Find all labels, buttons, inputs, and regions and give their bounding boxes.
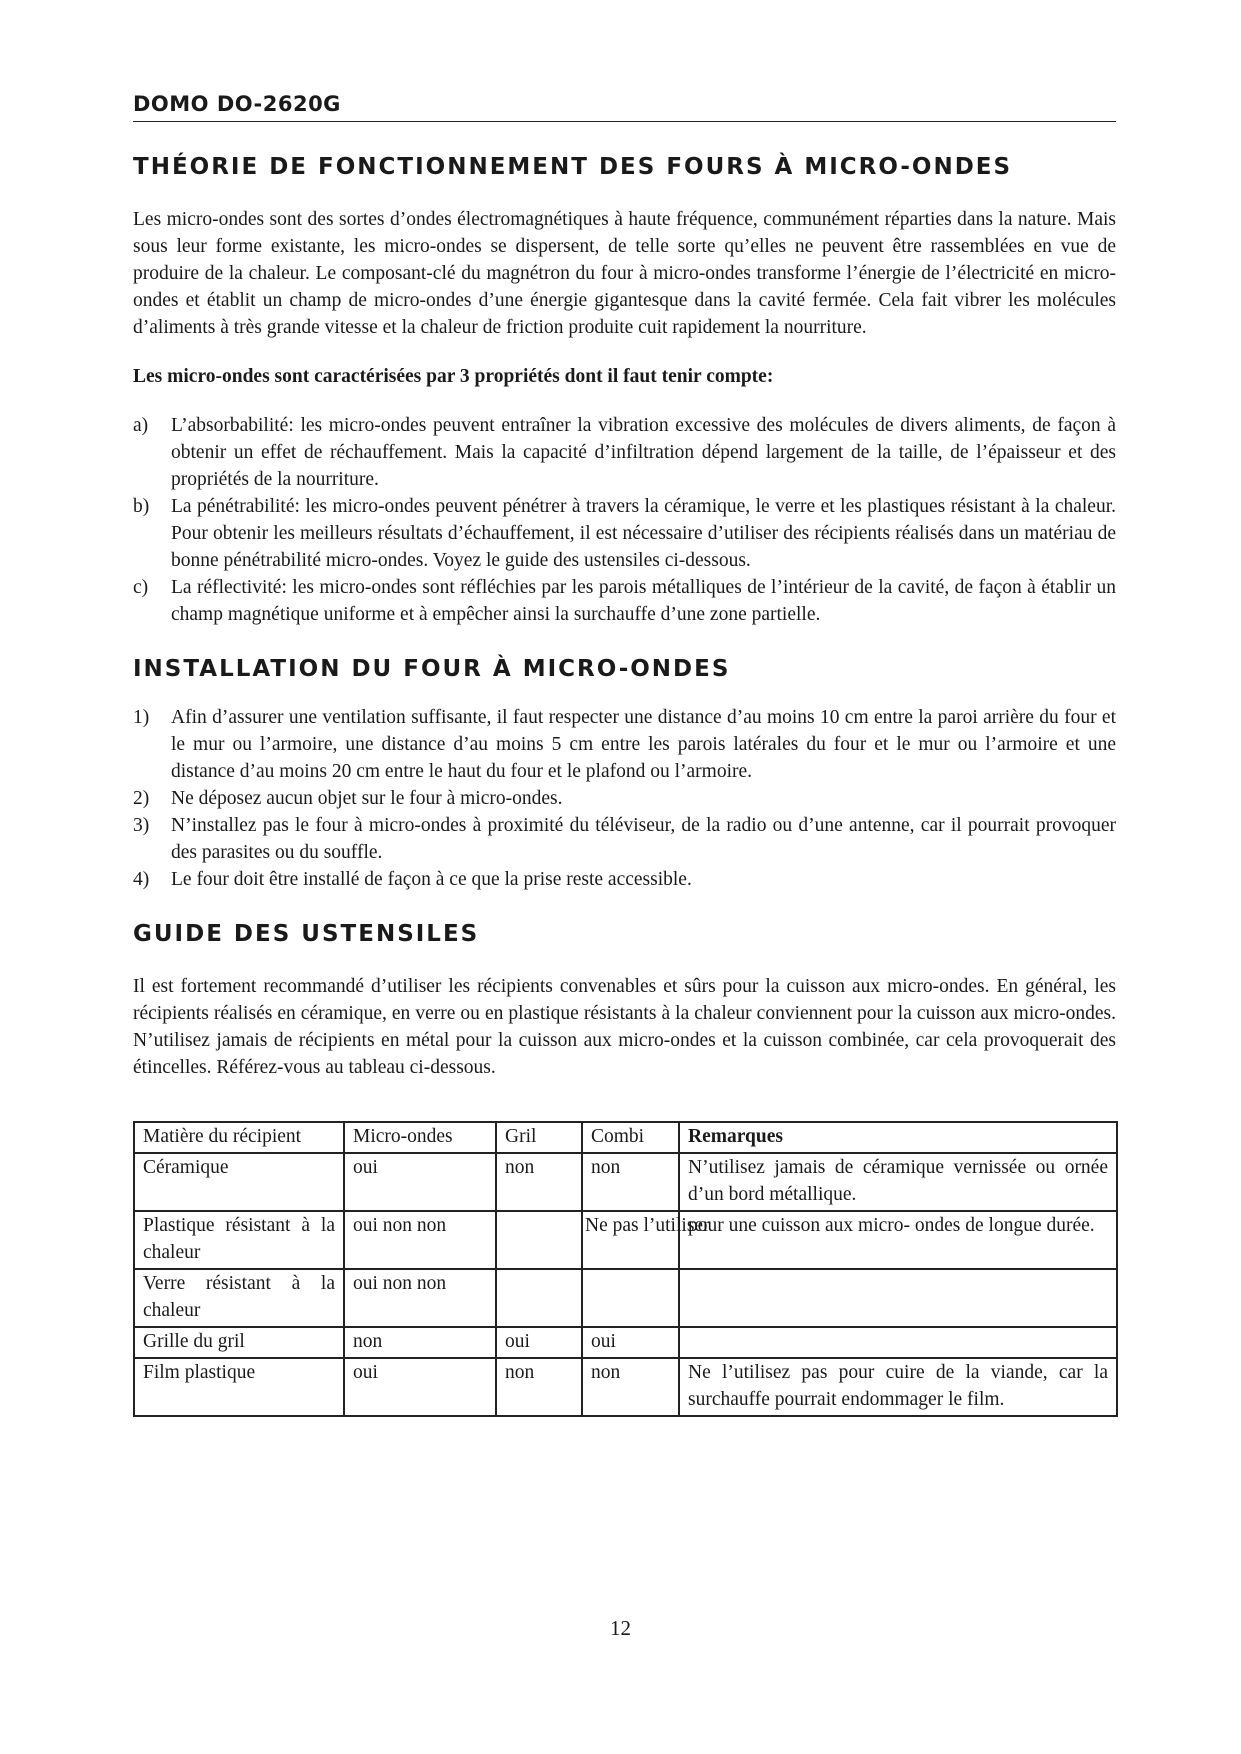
table-row [134, 1153, 1117, 1211]
properties-list [133, 412, 1116, 628]
installation-list [133, 704, 1116, 893]
table-cell: Film plastique [134, 1358, 344, 1416]
table-cell: oui [496, 1327, 582, 1358]
table-header-cell: Matière du récipient [134, 1122, 344, 1153]
table-cell: oui non non [344, 1269, 496, 1327]
list-item-text: L’absorbabilité: les micro-ondes peuvent entraîner la vibration excessive des molécules de divers aliments, de façon à obtenir un effet de réchauffement. Mais la capacité d’infiltration dépend largement de la taille, de l’épaisseur et des propriétés de la nourriture. [171, 415, 1116, 490]
table-cell [679, 1327, 1117, 1358]
document-page [133, 92, 1116, 1417]
table-row [134, 1327, 1117, 1358]
table-cell: N’utilisez jamais de céramique vernissée ou ornée d’un bord métallique. [679, 1153, 1117, 1211]
table-cell [496, 1269, 582, 1327]
table-header-cell: Remarques [679, 1122, 1117, 1153]
list-marker: c) [133, 577, 149, 598]
theory-intro-paragraph: Les micro-ondes sont des sortes d’ondes électromagnétiques à haute fréquence, communément réparties dans la nature. Mais sous leur forme existante, les micro-ondes se dispersent, de telle sorte qu’elles ne peuvent être rassemblées en vue de produire de la chaleur. Le composant-clé du magnétron du four à micro-ondes transforme l’énergie de l’électricité en micro-ondes et établit un champ de micro-ondes d’une énergie gigantesque dans la cavité fermée. Cela fait vibrer les molécules d’aliments à très grande vitesse et la chaleur de friction produite cuit rapidement la nourriture. [133, 209, 1116, 338]
table-cell: oui non non [344, 1211, 496, 1269]
list-item [133, 866, 1116, 893]
list-marker: 3) [133, 815, 150, 836]
table-cell: Verre résistant à la chaleur [134, 1269, 344, 1327]
list-item [133, 493, 1116, 574]
list-item-text: Le four doit être installé de façon à ce que la prise reste accessible. [171, 869, 692, 890]
list-item [133, 812, 1116, 866]
list-item-text: La réflectivité: les micro-ondes sont réfléchies par les parois métalliques de l’intérieur de la cavité, de façon à établir un champ magnétique uniforme et à empêcher ainsi la surchauffe d’une zone partielle. [171, 577, 1116, 625]
section-title-theory: THÉORIE DE FONCTIONNEMENT DES FOURS À MICRO-ONDES [133, 154, 1013, 180]
list-marker: 1) [133, 707, 150, 728]
page-number: 12 [610, 1616, 631, 1640]
guide-intro-paragraph: Il est fortement recommandé d’utiliser les récipients convenables et sûrs pour la cuisson aux micro-ondes. En général, les récipients réalisés en céramique, en verre ou en plastique résistants à la chaleur conviennent pour la cuisson aux micro-ondes. N’utilisez jamais de récipients en métal pour la cuisson aux micro-ondes et la cuisson combinée, car cela provoquerait des étincelles. Référez-vous au tableau ci-dessous. [133, 976, 1116, 1078]
list-item [133, 412, 1116, 493]
section-title-utensil-guide: GUIDE DES USTENSILES [133, 921, 480, 947]
table-cell [679, 1269, 1117, 1327]
list-item [133, 704, 1116, 785]
table-cell: oui [344, 1358, 496, 1416]
table-row [134, 1358, 1117, 1416]
table-cell: non [496, 1358, 582, 1416]
table-header-row [134, 1122, 1117, 1153]
table-cell: Ne pas l’utiliser [582, 1211, 679, 1269]
table-cell: Ne l’utilisez pas pour cuire de la viande, car la surchauffe pourrait endommager le film. [679, 1358, 1117, 1416]
table-cell: Plastique résistant à la chaleur [134, 1211, 344, 1269]
table-header-cell: Gril [496, 1122, 582, 1153]
list-marker: a) [133, 415, 149, 436]
list-item-text: Afin d’assurer une ventilation suffisante, il faut respecter une distance d’au moins 10 cm entre la paroi arrière du four et le mur ou l’armoire, une distance d’au moins 5 cm entre les parois latérales du four et le mur ou l’armoire et une distance d’au moins 20 cm entre le haut du four et le plafond ou l’armoire. [171, 707, 1116, 782]
table-cell: pour une cuisson aux micro- ondes de longue durée. [679, 1211, 1117, 1269]
list-item-text: N’installez pas le four à micro-ondes à proximité du téléviseur, de la radio ou d’une antenne, car il pourrait provoquer des parasites ou du souffle. [171, 815, 1116, 863]
section-title-installation: INSTALLATION DU FOUR À MICRO-ONDES [133, 656, 731, 682]
table-cell: Grille du gril [134, 1327, 344, 1358]
list-marker: 4) [133, 869, 150, 890]
list-item [133, 785, 1116, 812]
list-marker: b) [133, 496, 150, 517]
list-item-text: Ne déposez aucun objet sur le four à micro-ondes. [171, 788, 563, 809]
table-cell [496, 1211, 582, 1269]
model-header: DOMO DO-2620G [133, 92, 1116, 122]
table-cell: non [582, 1358, 679, 1416]
table-header-cell: Micro-ondes [344, 1122, 496, 1153]
table-cell: non [582, 1153, 679, 1211]
list-marker: 2) [133, 788, 150, 809]
table-row [134, 1211, 1117, 1269]
table-cell: non [344, 1327, 496, 1358]
table-cell: oui [344, 1153, 496, 1211]
table-header-cell: Combi [582, 1122, 679, 1153]
utensil-table [133, 1121, 1118, 1417]
table-cell: non [496, 1153, 582, 1211]
table-cell [582, 1269, 679, 1327]
table-cell: oui [582, 1327, 679, 1358]
properties-heading: Les micro-ondes sont caractérisées par 3 propriétés dont il faut tenir compte: [133, 366, 774, 387]
list-item-text: La pénétrabilité: les micro-ondes peuvent pénétrer à travers la céramique, le verre et les plastiques résistant à la chaleur. Pour obtenir les meilleurs résultats d’échauffement, il est nécessaire d’utiliser des récipients réalisés dans un matériau de bonne pénétrabilité micro-ondes. Voyez le guide des ustensiles ci-dessous. [171, 496, 1116, 571]
list-item [133, 574, 1116, 628]
table-row [134, 1269, 1117, 1327]
table-cell: Céramique [134, 1153, 344, 1211]
